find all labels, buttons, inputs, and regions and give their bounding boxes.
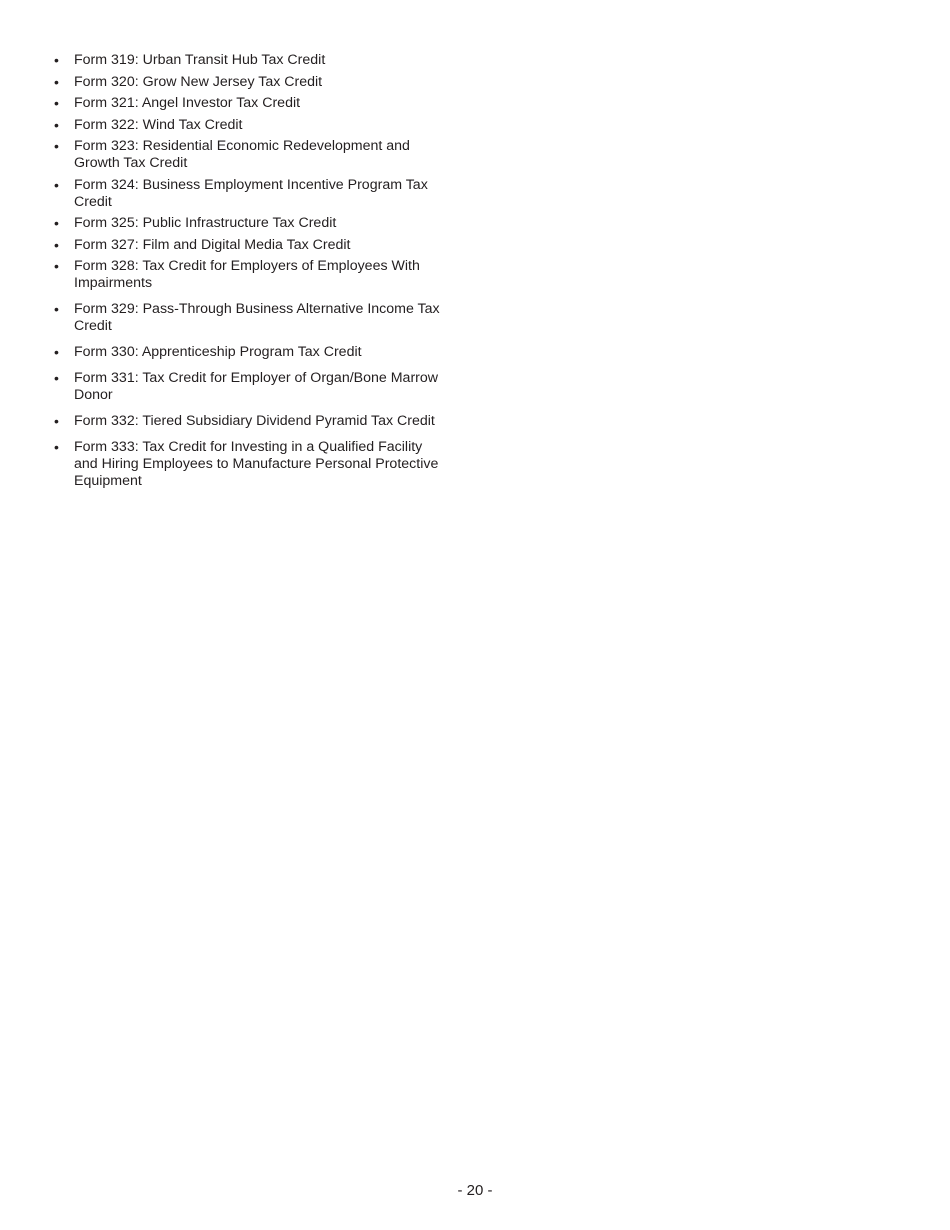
form-320-text: Form 320: Grow New Jersey Tax Credit	[74, 73, 323, 90]
list-item	[52, 95, 442, 112]
bullet-icon: •	[54, 215, 59, 231]
list-item	[52, 344, 442, 361]
form-328-text: Form 328: Tax Credit for Employers of Employees With Impairments	[74, 258, 420, 291]
form-333-text: Form 333: Tax Credit for Investing in a Qualified Facility and Hiring Employees to Manufacture Personal Protective Equipment	[74, 439, 439, 489]
list-item	[52, 138, 442, 172]
bullet-icon: •	[54, 95, 59, 111]
bullet-icon: •	[54, 52, 59, 68]
bullet-icon: •	[54, 236, 59, 253]
form-324-text: Form 324: Business Employment Incentive Program Tax Credit	[74, 176, 428, 210]
bullet-icon: •	[54, 116, 59, 133]
bullet-icon: •	[54, 344, 59, 360]
bullet-icon: •	[54, 439, 59, 455]
tax-credit-form-list	[52, 52, 442, 495]
form-323-text: Form 323: Residential Economic Redevelopment and Growth Tax Credit	[74, 138, 410, 171]
list-item	[52, 117, 442, 134]
list-item	[52, 258, 442, 292]
list-item	[52, 439, 442, 490]
bullet-icon: •	[54, 413, 59, 429]
list-item	[52, 237, 442, 254]
list-item	[52, 177, 442, 211]
bullet-icon: •	[54, 176, 59, 193]
form-330-text: Form 330: Apprenticeship Program Tax Credit	[74, 344, 362, 360]
bullet-icon: •	[54, 73, 59, 90]
bullet-icon: •	[54, 258, 59, 274]
form-327-text: Form 327: Film and Digital Media Tax Credit	[74, 236, 351, 253]
list-item	[52, 74, 442, 91]
form-319-text: Form 319: Urban Transit Hub Tax Credit	[74, 52, 326, 68]
bullet-icon: •	[54, 370, 59, 386]
list-item	[52, 301, 442, 335]
form-325-text: Form 325: Public Infrastructure Tax Credit	[74, 215, 337, 231]
list-item	[52, 413, 442, 430]
list-item	[52, 52, 442, 69]
form-332-text: Form 332: Tiered Subsidiary Dividend Pyramid Tax Credit	[74, 413, 435, 429]
list-item	[52, 215, 442, 232]
bullet-icon: •	[54, 138, 59, 154]
form-321-text: Form 321: Angel Investor Tax Credit	[74, 95, 301, 111]
form-329-text: Form 329: Pass-Through Business Alternative Income Tax Credit	[74, 301, 440, 334]
page-number: - 20 -	[457, 1182, 493, 1199]
form-322-text: Form 322: Wind Tax Credit	[74, 116, 243, 133]
list-item	[52, 370, 442, 404]
bullet-icon: •	[54, 301, 59, 317]
form-331-text: Form 331: Tax Credit for Employer of Organ/Bone Marrow Donor	[74, 370, 439, 403]
